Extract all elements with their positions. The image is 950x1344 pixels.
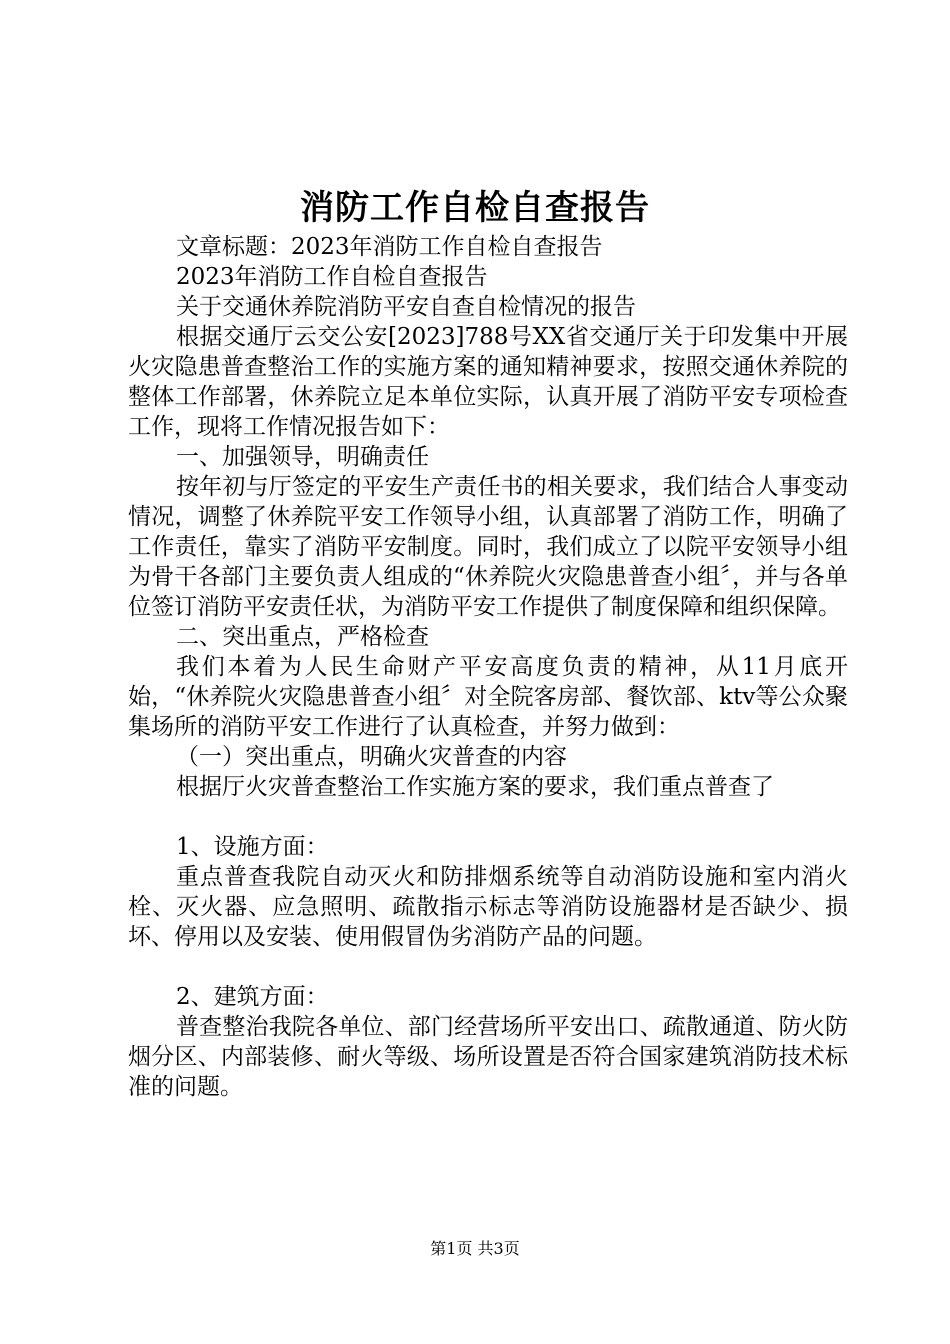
item-facilities-paragraph: 重点普查我院自动灭火和防排烟系统等自动消防设施和室内消火栓、灭火器、应急照明、疏散指示标志等消防设施器材是否缺少、损坏、停用以及安装、使用假冒伪劣消防产品的问题。 [128, 864, 848, 950]
subsection-1-paragraph: 根据厅火灾普查整治工作实施方案的要求，我们重点普查了 [176, 774, 774, 800]
article-title-line: 文章标题：2023年消防工作自检自查报告 [176, 234, 603, 260]
subsection-heading-1: （一）突出重点，明确火灾普查的内容 [176, 744, 567, 770]
paragraph-gap [128, 952, 848, 982]
section-2-paragraph: 我们本着为人民生命财产平安高度负责的精神，从11月底开始，“休养院火灾隐患普查小组〞对全院客房部、餐饮部、ktv等公众聚集场所的消防平安工作进行了认真检查，并努力做到： [128, 654, 848, 740]
intro-paragraph: 根据交通厅云交公安[2023]788号XX省交通厅关于印发集中开展火灾隐患普查整治工作的实施方案的通知精神要求，按照交通休养院的整体工作部署，休养院立足本单位实际，认真开展了消防平安专项检查工作，现将工作情况报告如下： [128, 324, 848, 440]
section-1-paragraph: 按年初与厅签定的平安生产责任书的相关要求，我们结合人事变动情况，调整了休养院平安工作领导小组，认真部署了消防工作，明确了工作责任，靠实了消防平安制度。同时，我们成立了以院平安领导小组为骨干各部门主要负责人组成的“休养院火灾隐患普查小组〞，并与各单位签订消防平安责任状，为消防平安工作提供了制度保障和组织保障。 [128, 474, 848, 620]
page-footer: 第1页 共3页 [430, 1239, 520, 1258]
section-heading-2: 二、突出重点，严格检查 [176, 624, 429, 650]
document-title: 消防工作自检自查报告 [300, 188, 650, 228]
report-subtitle: 2023年消防工作自检自查报告 [176, 264, 488, 290]
paragraph-gap [128, 802, 848, 832]
section-heading-1: 一、加强领导，明确责任 [176, 444, 429, 470]
report-heading: 关于交通休养院消防平安自查自检情况的报告 [176, 294, 636, 320]
document-body [128, 232, 848, 1102]
item-buildings-paragraph: 普查整治我院各单位、部门经营场所平安出口、疏散通道、防火防烟分区、内部装修、耐火等级、场所设置是否符合国家建筑消防技术标准的问题。 [128, 1014, 848, 1100]
item-heading-facilities: 1、设施方面： [176, 834, 329, 860]
item-heading-buildings: 2、建筑方面： [176, 984, 329, 1010]
